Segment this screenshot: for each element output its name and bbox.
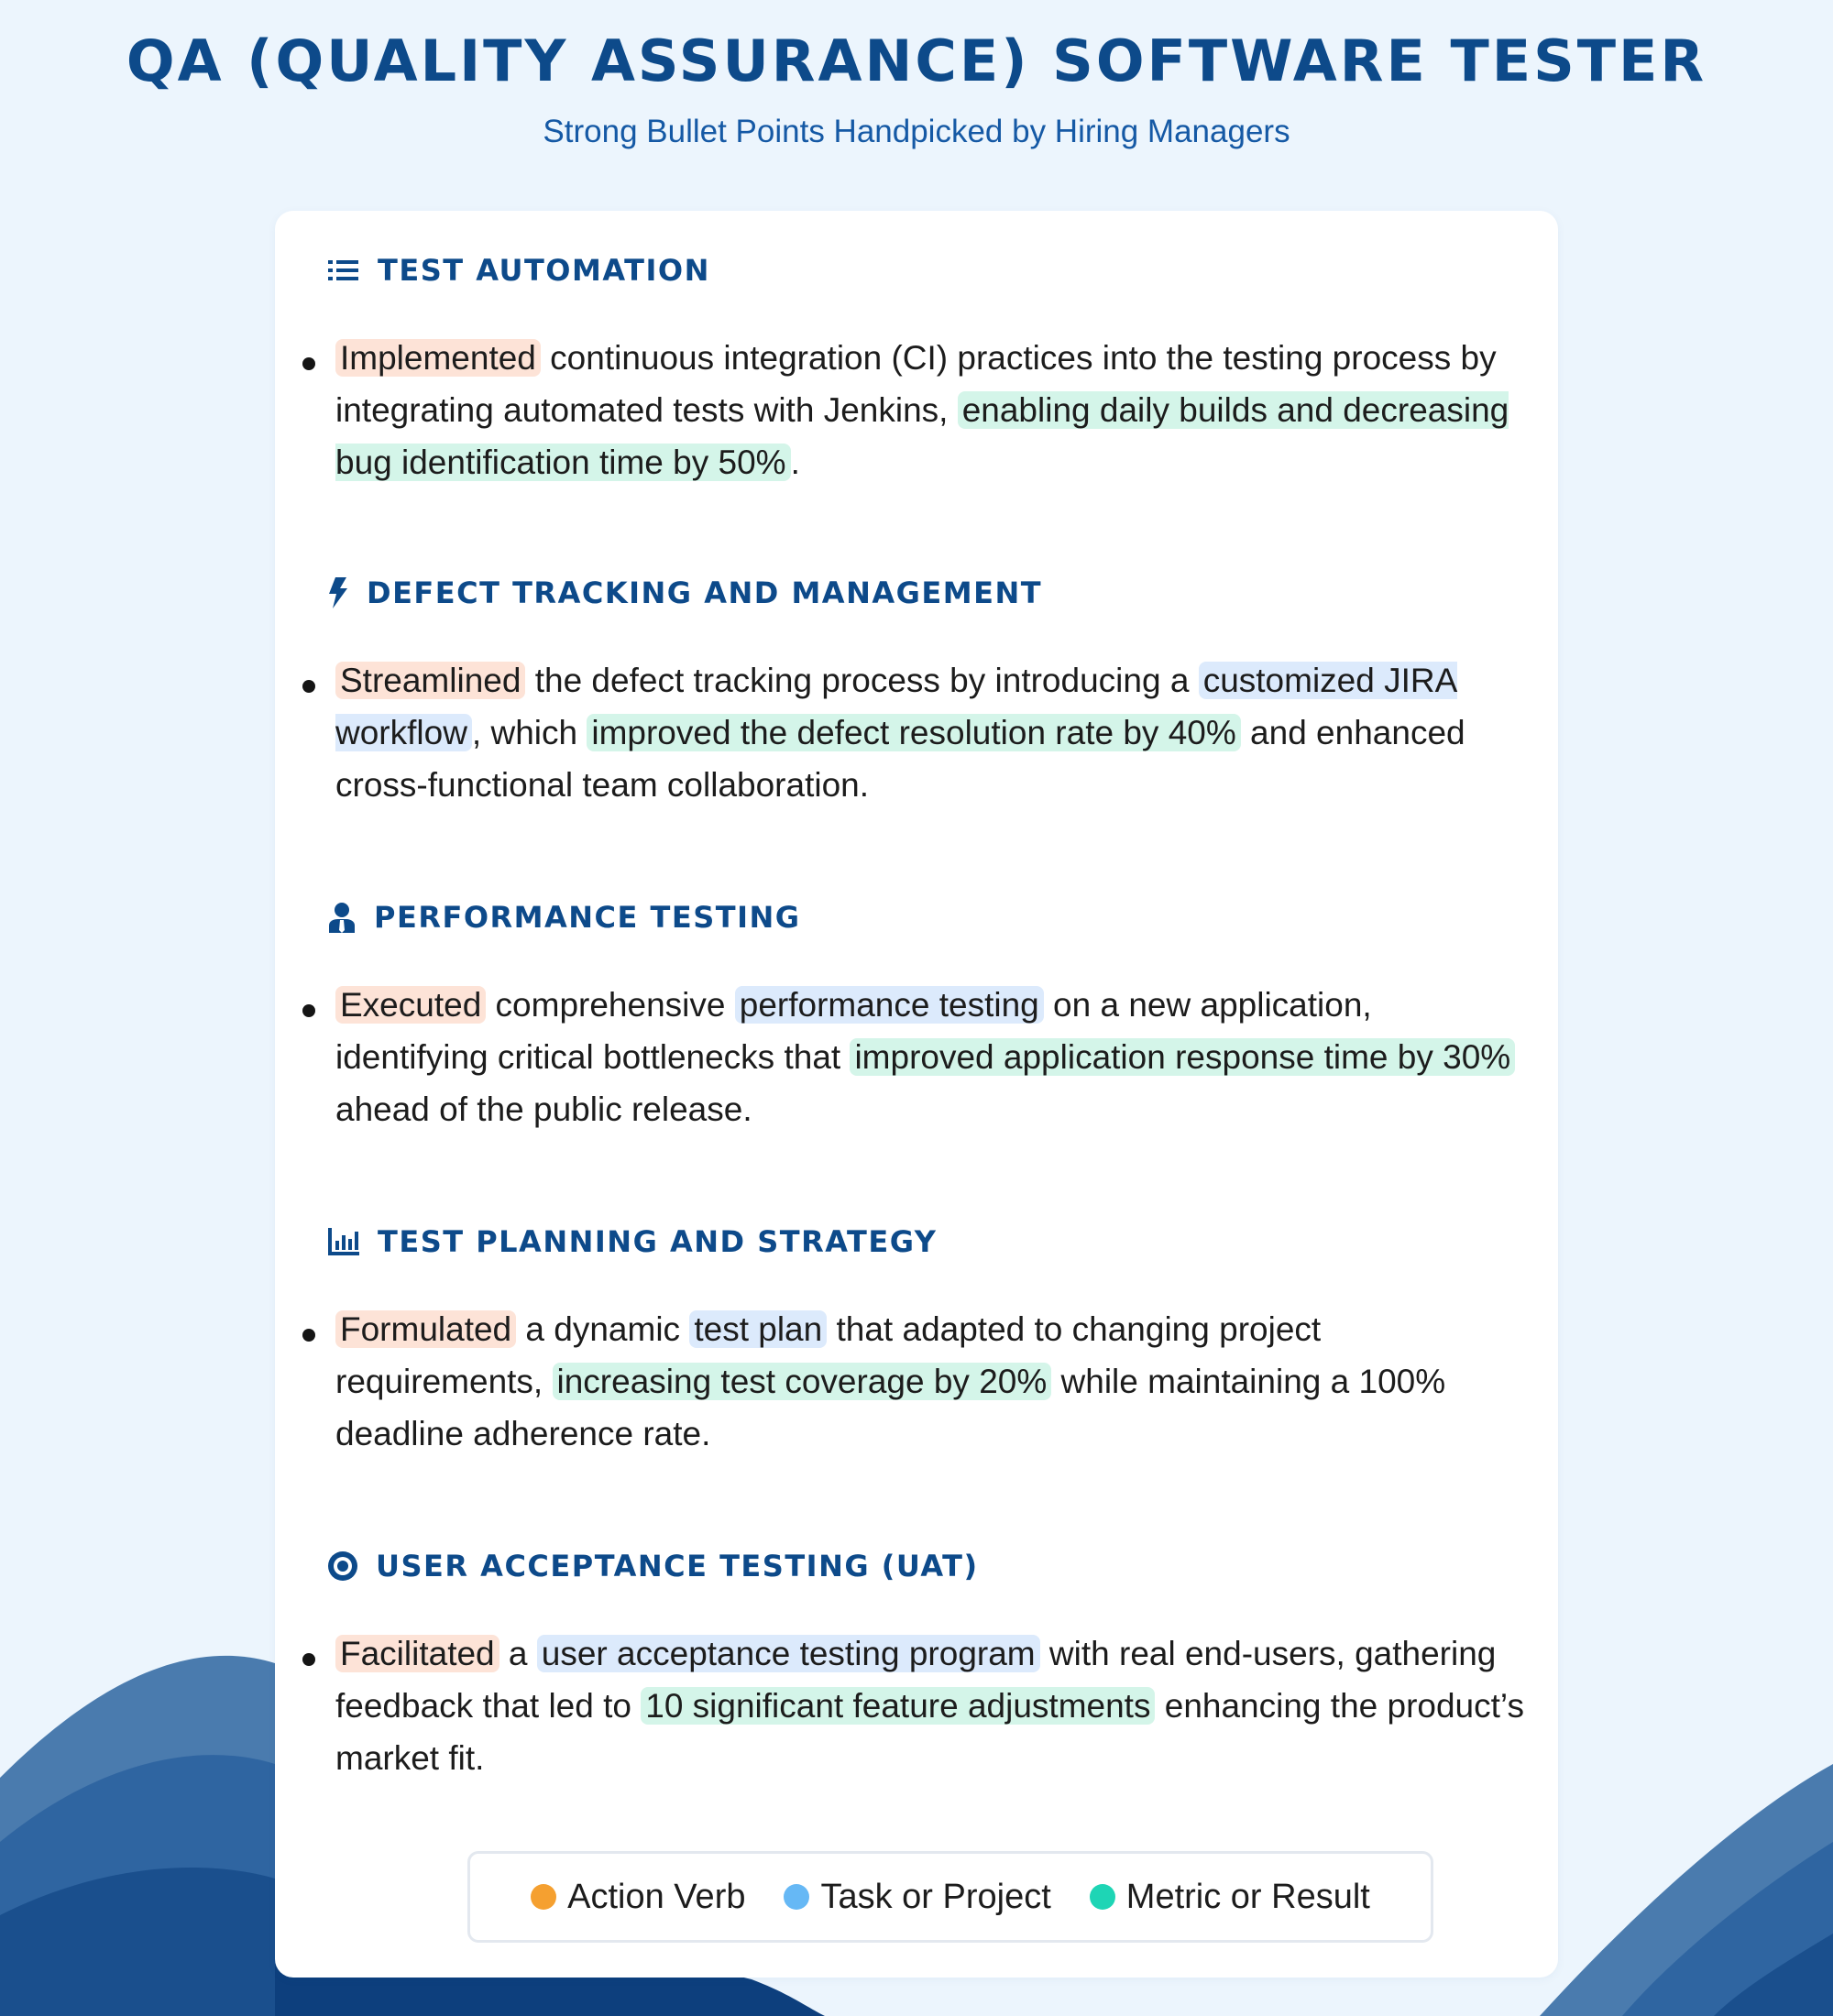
target-circle-icon bbox=[328, 1551, 357, 1581]
section-header bbox=[328, 1219, 937, 1265]
bullet-text bbox=[335, 1627, 1527, 1784]
bullet-text bbox=[335, 979, 1527, 1135]
bullet-dot bbox=[302, 1329, 315, 1342]
bar-chart-icon bbox=[328, 1228, 359, 1255]
user-tie-icon bbox=[328, 902, 356, 933]
task-highlight: customized JIRA workflow bbox=[335, 662, 1458, 751]
task-highlight: user acceptance testing program bbox=[537, 1635, 1040, 1672]
action-verb-dot-icon bbox=[531, 1884, 556, 1910]
legend-item-action-verb bbox=[531, 1878, 745, 1917]
legend-item-task bbox=[784, 1878, 1050, 1917]
section-header bbox=[328, 247, 710, 293]
bullet-dot bbox=[302, 1004, 315, 1017]
bullet-text bbox=[335, 654, 1527, 811]
bullet-text-segment: enhancing the product’s market fit. bbox=[335, 1687, 1524, 1777]
legend-label: Action Verb bbox=[567, 1877, 746, 1916]
bullet-dot bbox=[302, 357, 315, 370]
section-title: TEST AUTOMATION bbox=[378, 253, 710, 288]
action-verb-highlight: Facilitated bbox=[335, 1635, 499, 1672]
bullet-dot bbox=[302, 680, 315, 693]
section-title: USER ACCEPTANCE TESTING (UAT) bbox=[376, 1549, 979, 1583]
bullet-text-segment: the defect tracking process by introducing a bbox=[525, 662, 1199, 699]
bullet-text-segment: continuous integration (CI) practices into the testing process by integrating automated tests with Jenkins, bbox=[335, 339, 1497, 429]
bullet-dot bbox=[302, 1653, 315, 1666]
section-title: PERFORMANCE TESTING bbox=[374, 900, 801, 935]
metric-highlight: enabling daily builds and decreasing bug identification time by 50% bbox=[335, 391, 1509, 481]
bullet-text-segment: with real end-users, gathering feedback that led to bbox=[335, 1635, 1497, 1725]
section-title: DEFECT TRACKING AND MANAGEMENT bbox=[367, 575, 1043, 610]
page-title: QA (QUALITY ASSURANCE) SOFTWARE TESTER bbox=[126, 27, 1707, 94]
bullet-text-segment: and enhanced cross-functional team collaboration. bbox=[335, 714, 1465, 804]
action-verb-highlight: Executed bbox=[335, 986, 486, 1024]
metric-highlight: 10 significant feature adjustments bbox=[641, 1687, 1155, 1725]
metric-highlight: improved the defect resolution rate by 40% bbox=[587, 714, 1240, 751]
metric-highlight: increasing test coverage by 20% bbox=[553, 1363, 1052, 1400]
page-subtitle: Strong Bullet Points Handpicked by Hiring Managers bbox=[543, 114, 1290, 149]
task-dot-icon bbox=[784, 1884, 809, 1910]
list-icon bbox=[328, 257, 359, 283]
action-verb-highlight: Implemented bbox=[335, 339, 541, 377]
legend-item-metric bbox=[1090, 1878, 1370, 1917]
section-header bbox=[328, 1543, 979, 1589]
bullet-text-segment: ahead of the public release. bbox=[335, 1090, 752, 1128]
bullet-text-segment: . bbox=[790, 444, 800, 481]
bullet-text bbox=[335, 332, 1527, 488]
metric-highlight: improved application response time by 30% bbox=[850, 1038, 1515, 1076]
action-verb-highlight: Formulated bbox=[335, 1310, 516, 1348]
legend bbox=[467, 1851, 1433, 1943]
bullet-text-segment: on a new application, identifying critical bottlenecks that bbox=[335, 986, 1372, 1076]
section-header bbox=[328, 570, 1042, 616]
metric-dot-icon bbox=[1090, 1884, 1115, 1910]
bullet-text bbox=[335, 1303, 1527, 1460]
bullet-text-segment: a dynamic bbox=[516, 1310, 690, 1348]
action-verb-highlight: Streamlined bbox=[335, 662, 525, 699]
bullet-text-segment: a bbox=[499, 1635, 537, 1672]
bullet-text-segment: comprehensive bbox=[486, 986, 735, 1024]
lightning-icon bbox=[328, 577, 348, 608]
bullet-text-segment: while maintaining a 100% deadline adherence rate. bbox=[335, 1363, 1446, 1452]
legend-label: Task or Project bbox=[820, 1877, 1051, 1916]
section-title: TEST PLANNING AND STRATEGY bbox=[378, 1224, 938, 1259]
bullet-text-segment: , which bbox=[471, 714, 587, 751]
content-card bbox=[275, 211, 1558, 1978]
legend-label: Metric or Result bbox=[1125, 1877, 1370, 1916]
task-highlight: test plan bbox=[689, 1310, 827, 1348]
task-highlight: performance testing bbox=[735, 986, 1044, 1024]
bullet-text-segment: that adapted to changing project requirements, bbox=[335, 1310, 1322, 1400]
section-header bbox=[328, 894, 801, 940]
